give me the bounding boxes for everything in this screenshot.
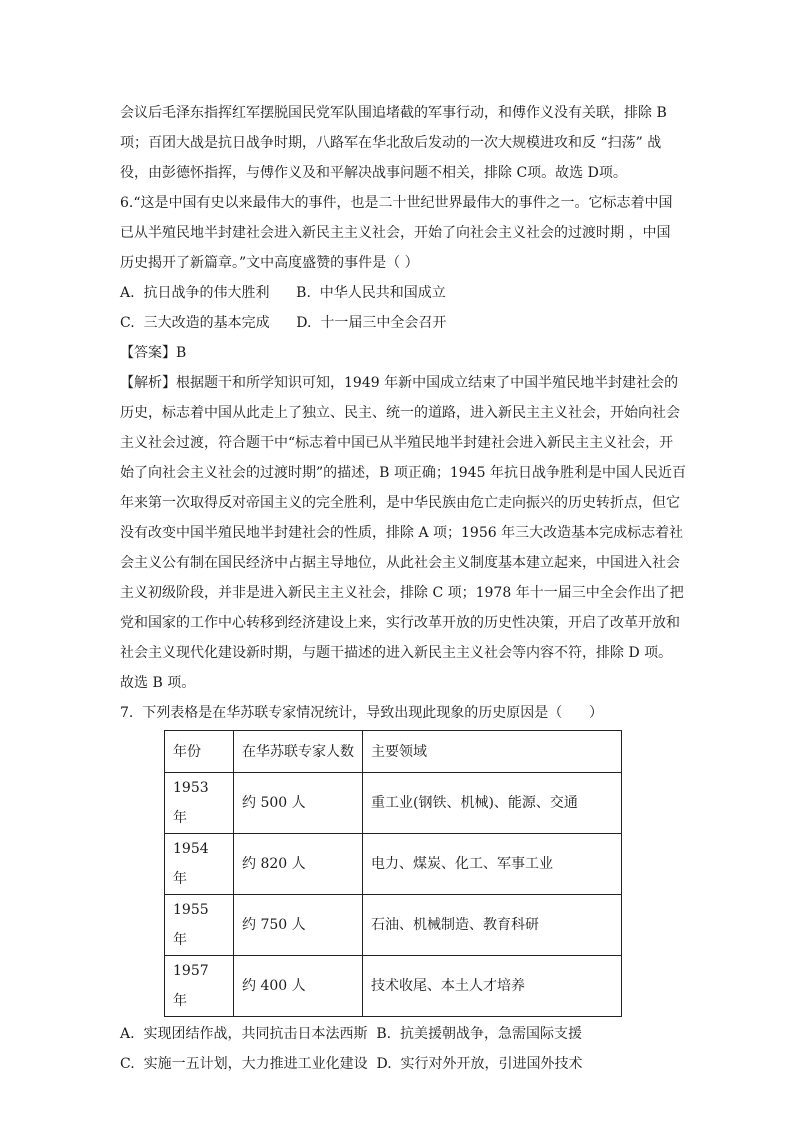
question-stem-line: 已从半殖民地半封建社会进入新民主主义社会，开始了向社会主义社会的过渡时期 ，中国 (120, 225, 671, 241)
question-stem-line: 7. 下列表格是在华苏联专家情况统计，导致出现此现象的历史原因是（ ） (120, 705, 603, 721)
text-line: 会议后毛泽东指挥红军摆脱国民党军队围追堵截的军事行动，和傅作义没有关联，排除 B (120, 105, 667, 121)
analysis-line: 历史，标志着中国从此走上了独立、民主、统一的道路，进入新民主主义社会，开始向社会 (120, 405, 680, 421)
table-row (165, 956, 622, 1017)
answer-line: 【答案】B (120, 345, 187, 361)
option-line: A. 抗日战争的伟大胜利 B. 中华人民共和国成立 (120, 285, 446, 301)
question-stem-line: 6.“这是中国有史以来最伟大的事件，也是二十世纪世界最伟大的事件之一。它标志着中国 (120, 195, 673, 211)
analysis-line: 故选 B 项。 (120, 675, 196, 691)
table-header-row (165, 731, 622, 773)
previous-analysis (120, 98, 680, 188)
table-cell: 1955 年 (165, 895, 234, 956)
table-cell: 约 400 人 (234, 956, 363, 1017)
table-cell: 1954 年 (165, 834, 234, 895)
analysis-line: 没有改变中国半殖民地半封建社会的性质，排除 A 项；1956 年三大改造基本完成标志着社 (120, 525, 684, 541)
table-cell: 石油、机械制造、教育科研 (363, 895, 622, 956)
question-7 (120, 698, 680, 1079)
analysis-line: 主义初级阶段，并非是进入新民主主义社会，排除 C 项；1978 年十一届三中全会作出了把 (120, 585, 684, 601)
table-cell: 电力、煤炭、化工、军事工业 (363, 834, 622, 895)
analysis-line: 始了向社会主义社会的过渡时期”的描述，B 项正确；1945 年抗日战争胜利是中国人民近百 (120, 465, 686, 481)
question-stem-line: 历史揭开了新篇章。”文中高度盛赞的事件是（ ） (120, 255, 419, 271)
table-cell: 1953 年 (165, 773, 234, 834)
analysis-line: 社会主义现代化建设新时期，与题干描述的进入新民主主义社会等内容不符，排除 D 项。 (120, 645, 673, 661)
document-page (120, 98, 686, 1079)
table-row (165, 773, 622, 834)
table-row (165, 895, 622, 956)
table-cell: 约 500 人 (234, 773, 363, 834)
option-line: C. 三大改造的基本完成 D. 十一届三中全会召开 (120, 315, 447, 331)
analysis-line: 年来第一次取得反对帝国主义的完全胜利，是中华民族由危亡走向振兴的历史转折点，但它 (120, 495, 680, 511)
analysis-line: 党和国家的工作中心转移到经济建设上来，实行改革开放的历史性决策，开启了改革开放和 (120, 615, 680, 631)
table-cell: 技术收尾、本土人才培养 (363, 956, 622, 1017)
table-cell: 约 750 人 (234, 895, 363, 956)
text-line: 项；百团大战是抗日战争时期，八路军在华北敌后发动的一次大规模进攻和反 “扫荡” 战 (120, 135, 662, 151)
option-line: C. 实施一五计划，大力推进工业化建设 D. 实行对外开放，引进国外技术 (120, 1056, 583, 1072)
option-line: A. 实现团结作战，共同抗击日本法西斯 B. 抗美援朝战争，急需国际支援 (120, 1026, 582, 1042)
table-cell: 约 820 人 (234, 834, 363, 895)
table-row (165, 834, 622, 895)
analysis-line: 【解析】根据题干和所学知识可知，1949 年新中国成立结束了中国半殖民地半封建社会的 (120, 375, 679, 391)
analysis-line: 会主义公有制在国民经济中占据主导地位，从此社会主义制度基本建立起来，中国进入社会 (120, 555, 680, 571)
table-header-cell: 在华苏联专家人数 (234, 731, 363, 773)
text-line: 役，由彭德怀指挥，与傅作义及和平解决战事问题不相关，排除 C项。故选 D项。 (120, 165, 627, 181)
analysis-line: 主义社会过渡，符合题干中“标志着中国已从半殖民地半封建社会进入新民主主义社会，开 (120, 435, 674, 451)
question-6 (120, 188, 686, 698)
table-cell: 重工业(钢铁、机械)、能源、交通 (363, 773, 622, 834)
soviet-experts-table (164, 730, 622, 1017)
table-header-cell: 年份 (165, 731, 234, 773)
table-header-cell: 主要领域 (363, 731, 622, 773)
table-cell: 1957 年 (165, 956, 234, 1017)
